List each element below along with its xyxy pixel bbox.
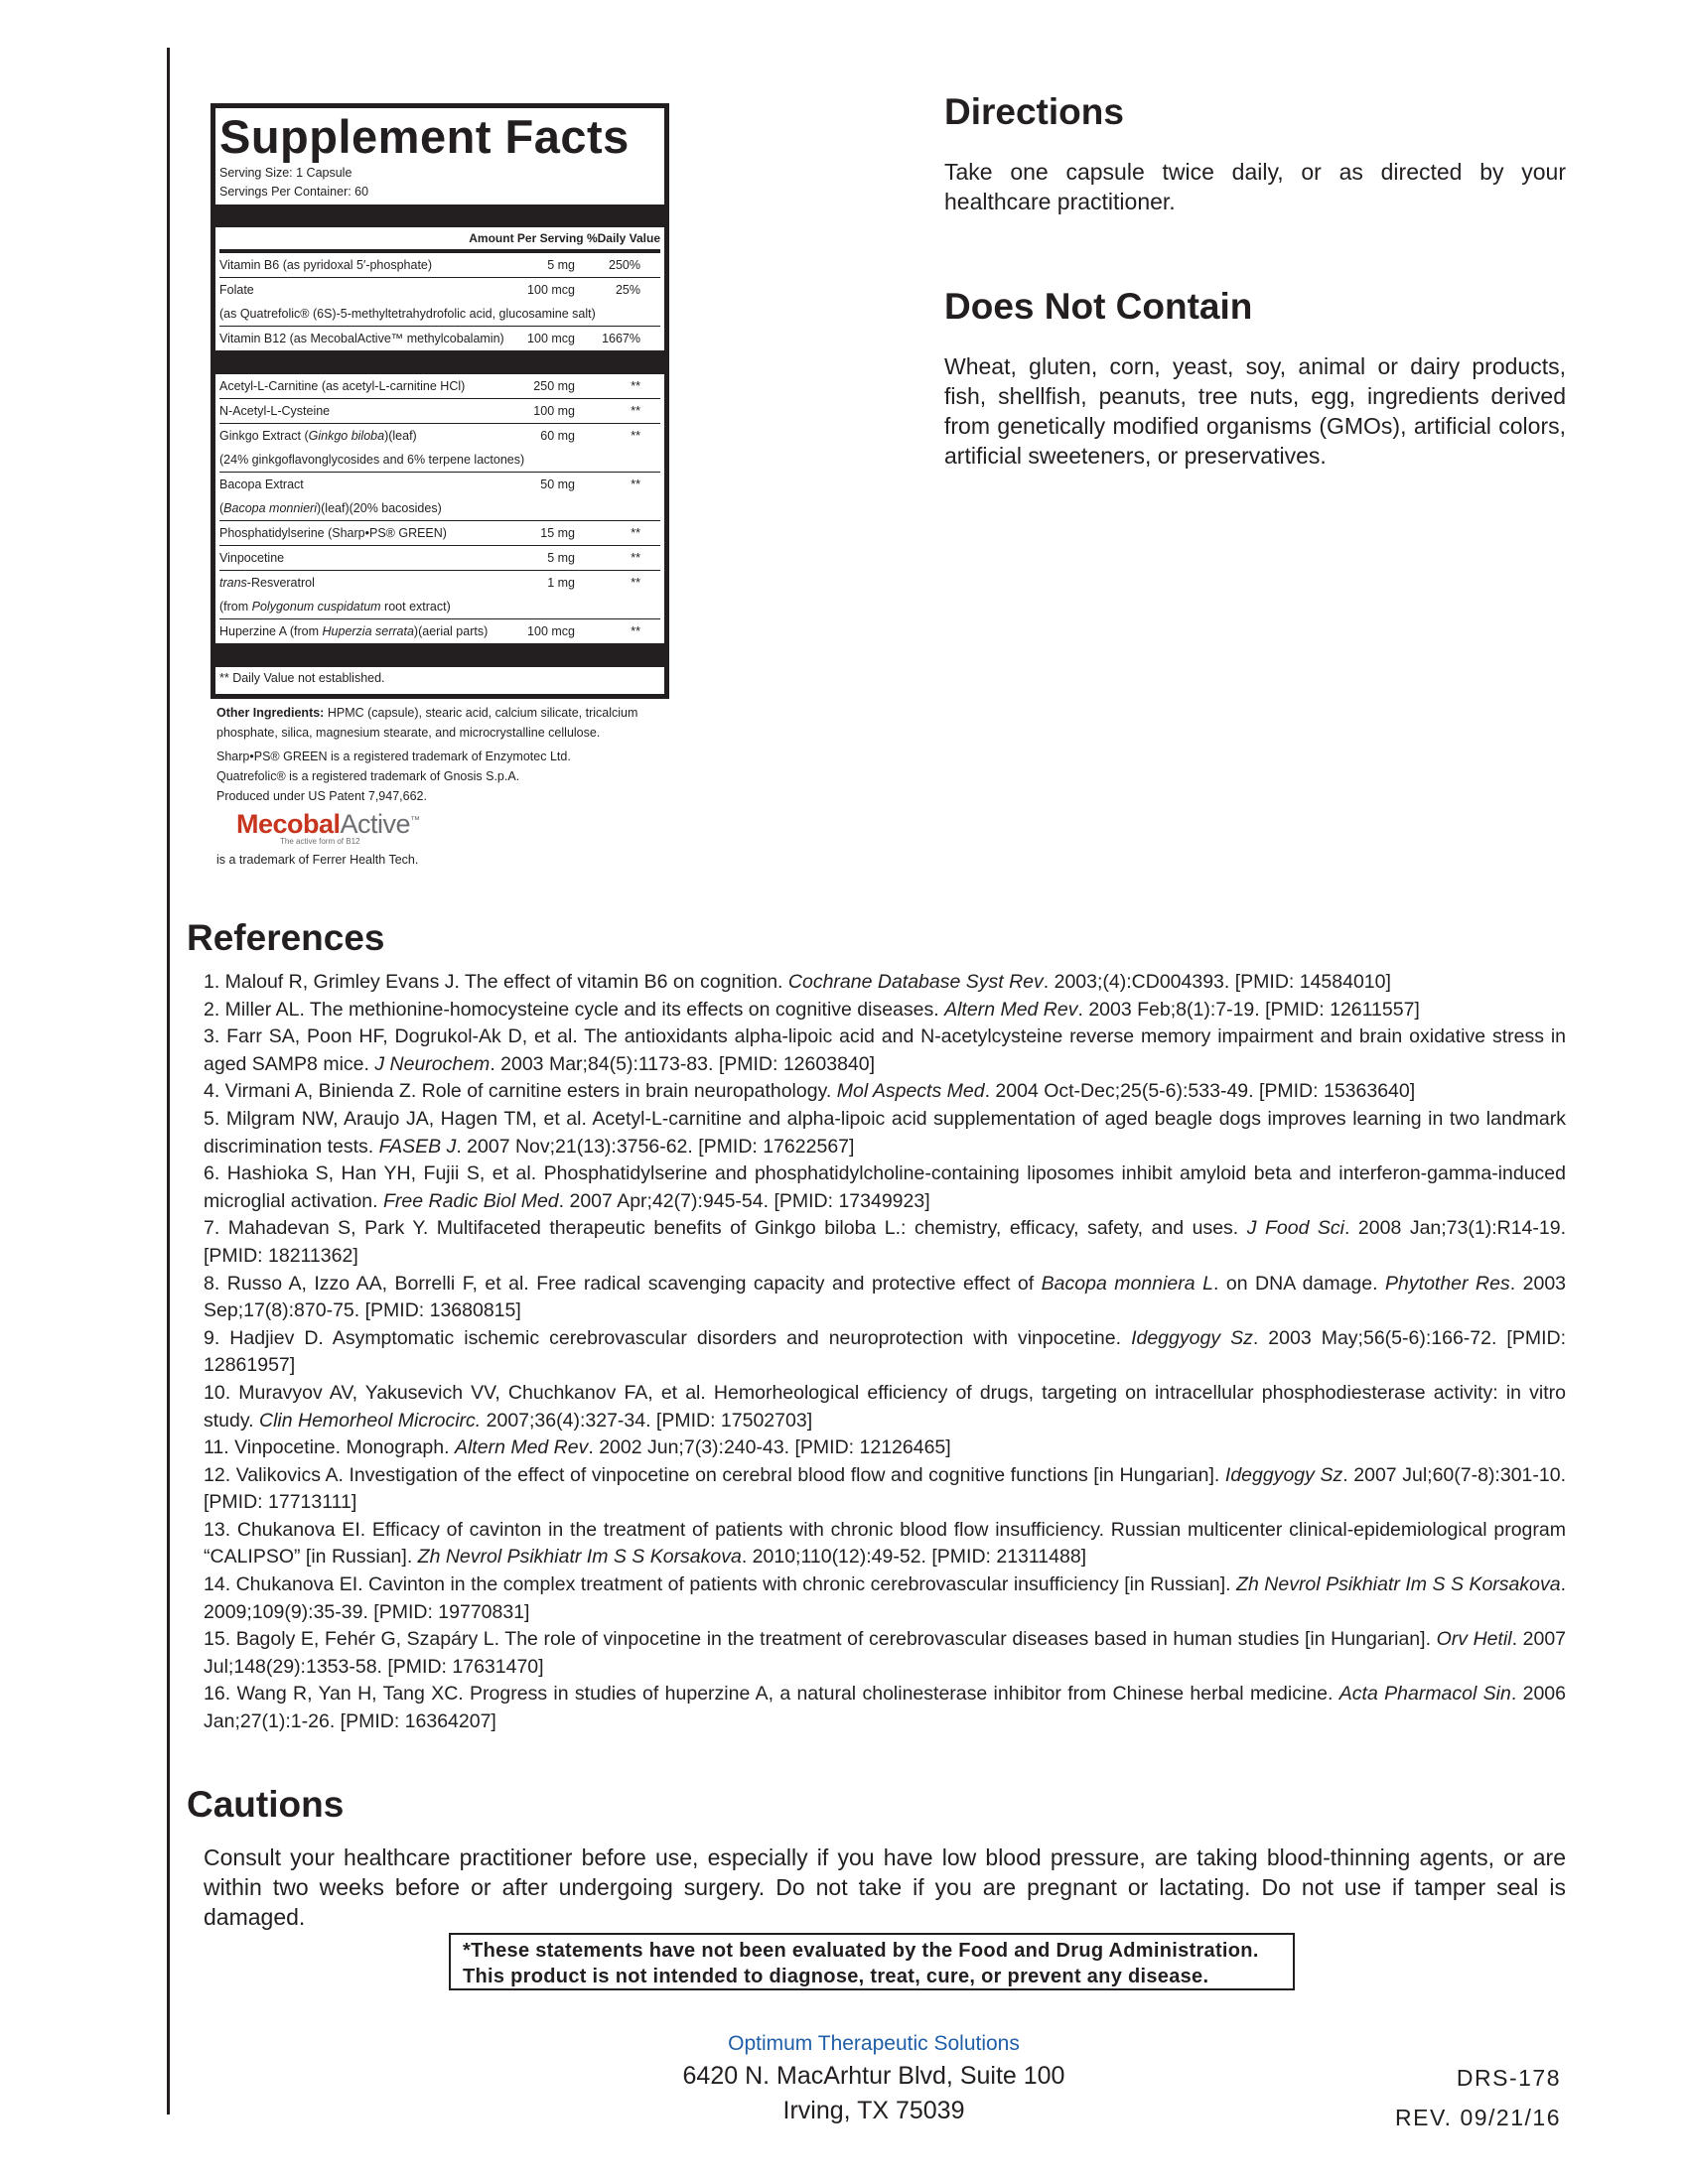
- other-ingredients-text: HPMC (capsule), stearic acid, calcium silicate, tricalcium phosphate, silica, magnesium stearate, and microcrystalline cellulose.: [216, 706, 638, 740]
- ingredient-name: Vinpocetine: [219, 551, 285, 565]
- trademark-sharpps: Sharp•PS® GREEN is a registered trademark of Enzymotec Ltd.: [216, 750, 571, 763]
- ingredient-name: Acetyl-L-Carnitine (as acetyl-L-carnitine HCl): [219, 379, 466, 393]
- reference-item: 10. Muravyov AV, Yakusevich VV, Chuchkanov FA, et al. Hemorheological efficiency of drugs, targeting on intracellular phosphodiesterase activity: in vitro study. Clin Hemorheol Microcirc. 2007;36(4):327-34. [PMID: 17502703]: [204, 1381, 1566, 1432]
- facts-row: [219, 619, 660, 643]
- ingredient-daily-value: 25%: [615, 283, 640, 297]
- supplement-facts-panel: [211, 103, 669, 699]
- facts-row: [219, 521, 660, 546]
- reference-item: 11. Vinpocetine. Monograph. Altern Med Rev. 2002 Jun;7(3):240-43. [PMID: 12126465]: [204, 1436, 951, 1459]
- ingredient-amount: 5 mg: [547, 258, 575, 272]
- ingredient-daily-value: 1667%: [602, 332, 640, 345]
- reference-item: 9. Hadjiev D. Asymptomatic ischemic cerebrovascular disorders and neuroprotection with vinpocetine. Ideggyogy Sz. 2003 May;56(5-6):166-72. [PMID: 12861957]: [204, 1326, 1567, 1377]
- company-name: Optimum Therapeutic Solutions: [728, 2032, 1020, 2055]
- ingredient-detail: (from Polygonum cuspidatum root extract): [219, 600, 451, 614]
- divider-bar: [215, 643, 664, 667]
- ingredient-detail: (as Quatrefolic® (6S)-5-methyltetrahydrofolic acid, glucosamine salt): [219, 307, 596, 321]
- ingredient-name: Phosphatidylserine (Sharp•PS® GREEN): [219, 526, 447, 540]
- fda-line-1: *These statements have not been evaluated by the Food and Drug Administration.: [463, 1940, 1259, 1962]
- reference-item: 15. Bagoly E, Fehér G, Szapáry L. The role of vinpocetine in the treatment of cerebrovascular diseases based in human studies [in Hungarian]. Orv Hetil. 2007 Jul;148(29):1353-58. [PMID: 17631470]: [204, 1628, 1567, 1678]
- reference-item: 6. Hashioka S, Han YH, Fujii S, et al. Phosphatidylserine and phosphatidylcholine-containing liposomes inhibit amyloid beta and interferon-gamma-induced microglial activation. Free Radic Biol Med. 2007 Apr;42(7):945-54. [PMID: 17349923]: [204, 1162, 1566, 1212]
- document-code: DRS-178: [1456, 2065, 1561, 2091]
- reference-item: 5. Milgram NW, Araujo JA, Hagen TM, et al. Acetyl-L-carnitine and alpha-lipoic acid supplementation of aged beagle dogs improves learning in two landmark discrimination tests. FASEB J. 2007 Nov;21(13):3756-62. [PMID: 17622567]: [204, 1107, 1566, 1158]
- company-address-1: 6420 N. MacArhtur Blvd, Suite 100: [682, 2062, 1065, 2090]
- ingredient-amount: 250 mg: [533, 379, 575, 393]
- reference-item: 14. Chukanova EI. Cavinton in the complex treatment of patients with chronic cerebrovascular insufficiency [in Russian]. Zh Nevrol Psikhiatr Im S S Korsakova. 2009;109(9):35-39. [PMID: 19770831]: [204, 1573, 1566, 1623]
- supplement-facts-title: Supplement Facts: [219, 110, 630, 163]
- trademark-notes: [216, 747, 683, 806]
- reference-item: 7. Mahadevan S, Park Y. Multifaceted therapeutic benefits of Ginkgo biloba L.: chemistry, efficacy, safety, and uses. J Food Sci. 2008 Jan;73(1):R14-19. [PMID: 18211362]: [204, 1217, 1566, 1267]
- reference-item: 2. Miller AL. The methionine-homocysteine cycle and its effects on cognitive diseases. Altern Med Rev. 2003 Feb;8(1):7-19. [PMID: 12611557]: [204, 998, 1420, 1021]
- other-ingredients-label: Other Ingredients:: [216, 706, 325, 720]
- reference-item: 3. Farr SA, Poon HF, Dogrukol-Ak D, et al. The antioxidants alpha-lipoic acid and N-acetylcysteine reverse memory impairment and brain oxidative stress in aged SAMP8 mice. J Neurochem. 2003 Mar;84(5):1173-83. [PMID: 12603840]: [204, 1025, 1566, 1075]
- cautions-heading: Cautions: [187, 1784, 345, 1825]
- fda-disclaimer-box: [449, 1933, 1295, 1990]
- references-list: [204, 969, 1566, 1736]
- ingredient-name: Ginkgo Extract (Ginkgo biloba)(leaf): [219, 429, 417, 443]
- left-margin-rule: [167, 48, 170, 2115]
- amount-header: Amount Per Serving %Daily Value: [219, 227, 660, 253]
- ingredient-rows: [219, 374, 660, 643]
- ingredient-amount: 100 mcg: [527, 332, 575, 345]
- facts-row: [219, 473, 660, 521]
- ingredient-daily-value: **: [631, 551, 640, 565]
- trademark-quatrefolic: Quatrefolic® is a registered trademark of Gnosis S.p.A.: [216, 769, 520, 783]
- ingredient-amount: 100 mg: [533, 404, 575, 418]
- ingredient-name: trans-Resveratrol: [219, 576, 315, 590]
- facts-row: [219, 546, 660, 571]
- ingredient-daily-value: **: [631, 526, 640, 540]
- mecobalactive-caption: is a trademark of Ferrer Health Tech.: [216, 853, 419, 867]
- divider-bar: [215, 205, 664, 227]
- ingredient-daily-value: **: [631, 429, 640, 443]
- facts-row: [219, 399, 660, 424]
- ingredient-amount: 15 mg: [540, 526, 575, 540]
- patent-note: Produced under US Patent 7,947,662.: [216, 789, 427, 803]
- ingredient-amount: 50 mg: [540, 478, 575, 491]
- fda-line-2: This product is not intended to diagnose, treat, cure, or prevent any disease.: [463, 1966, 1209, 1987]
- ingredient-amount: 1 mg: [547, 576, 575, 590]
- divider-bar: [215, 350, 664, 374]
- revision-date: REV. 09/21/16: [1395, 2105, 1561, 2130]
- ingredient-detail: (24% ginkgoflavonglycosides and 6% terpene lactones): [219, 453, 525, 467]
- vitamin-rows: [219, 253, 660, 350]
- does-not-contain-text: Wheat, gluten, corn, yeast, soy, animal or dairy products, fish, shellfish, peanuts, tree nuts, egg, ingredients derived from genetically modified organisms (GMOs), artificial colors, artificial sweeteners, or preservatives.: [944, 353, 1566, 469]
- serving-size: Serving Size: 1 Capsule: [219, 166, 352, 180]
- directions-text: Take one capsule twice daily, or as directed by your healthcare practitioner.: [944, 159, 1566, 214]
- directions-heading: Directions: [944, 91, 1124, 132]
- references-heading: References: [187, 917, 385, 958]
- ingredient-amount: 60 mg: [540, 429, 575, 443]
- other-ingredients: [216, 703, 683, 743]
- facts-row: [219, 327, 660, 350]
- ingredient-daily-value: **: [631, 624, 640, 638]
- ingredient-name: Vitamin B6 (as pyridoxal 5′-phosphate): [219, 258, 433, 272]
- ingredient-daily-value: **: [631, 404, 640, 418]
- facts-row: [219, 278, 660, 327]
- reference-item: 1. Malouf R, Grimley Evans J. The effect of vitamin B6 on cognition. Cochrane Database Syst Rev. 2003;(4):CD004393. [PMID: 14584010]: [204, 971, 1391, 993]
- ingredient-daily-value: **: [631, 478, 640, 491]
- ingredient-amount: 100 mcg: [527, 283, 575, 297]
- ingredient-daily-value: 250%: [609, 258, 640, 272]
- daily-value-footnote: ** Daily Value not established.: [219, 671, 385, 685]
- facts-row: [219, 571, 660, 619]
- ingredient-amount: 5 mg: [547, 551, 575, 565]
- ingredient-name: N-Acetyl-L-Cysteine: [219, 404, 331, 418]
- ingredient-name: Huperzine A (from Huperzia serrata)(aerial parts): [219, 624, 489, 638]
- ingredient-daily-value: **: [631, 576, 640, 590]
- ingredient-name: Folate: [219, 283, 254, 297]
- ingredient-detail: (Bacopa monnieri)(leaf)(20% bacosides): [219, 501, 442, 515]
- cautions-text: Consult your healthcare practitioner before use, especially if you have low blood pressure, are taking blood-thinning agents, or are within two weeks before or after undergoing surgery. Do not take if you are pregnant or lactating. Do not use if tamper seal is damaged.: [204, 1844, 1566, 1930]
- reference-item: 13. Chukanova EI. Efficacy of cavinton in the treatment of patients with chronic blood flow insufficiency. Russian multicenter clinical-epidemiological program “CALIPSO” [in Russian]. Zh Nevrol Psikhiatr Im S S Korsakova. 2010;110(12):49-52. [PMID: 21311488]: [204, 1518, 1566, 1569]
- ingredient-daily-value: **: [631, 379, 640, 393]
- facts-row: [219, 424, 660, 473]
- mecobalactive-logo: MecobalActive™ The active form of B12: [236, 809, 420, 846]
- company-address-2: Irving, TX 75039: [782, 2097, 965, 2124]
- reference-item: 4. Virmani A, Binienda Z. Role of carnitine esters in brain neuropathology. Mol Aspects Med. 2004 Oct-Dec;25(5-6):533-49. [PMID: 15363640]: [204, 1080, 1416, 1103]
- ingredient-name: Vitamin B12 (as MecobalActive™ methylcobalamin): [219, 332, 504, 345]
- facts-row: [219, 253, 660, 278]
- reference-item: 16. Wang R, Yan H, Tang XC. Progress in studies of huperzine A, a natural cholinesterase inhibitor from Chinese herbal medicine. Acta Pharmacol Sin. 2006 Jan;27(1):1-26. [PMID: 16364207]: [204, 1683, 1566, 1733]
- ingredient-amount: 100 mcg: [527, 624, 575, 638]
- does-not-contain-heading: Does Not Contain: [944, 286, 1253, 327]
- ingredient-name: Bacopa Extract: [219, 478, 304, 491]
- reference-item: 12. Valikovics A. Investigation of the effect of vinpocetine on cerebral blood flow and cognitive functions [in Hungarian]. Ideggyogy Sz. 2007 Jul;60(7-8):301-10. [PMID: 17713111]: [204, 1463, 1566, 1514]
- facts-row: [219, 374, 660, 399]
- servings-per-container: Servings Per Container: 60: [219, 185, 369, 199]
- reference-item: 8. Russo A, Izzo AA, Borrelli F, et al. Free radical scavenging capacity and protective effect of Bacopa monniera L. on DNA damage. Phytother Res. 2003 Sep;17(8):870-75. [PMID: 13680815]: [204, 1272, 1567, 1322]
